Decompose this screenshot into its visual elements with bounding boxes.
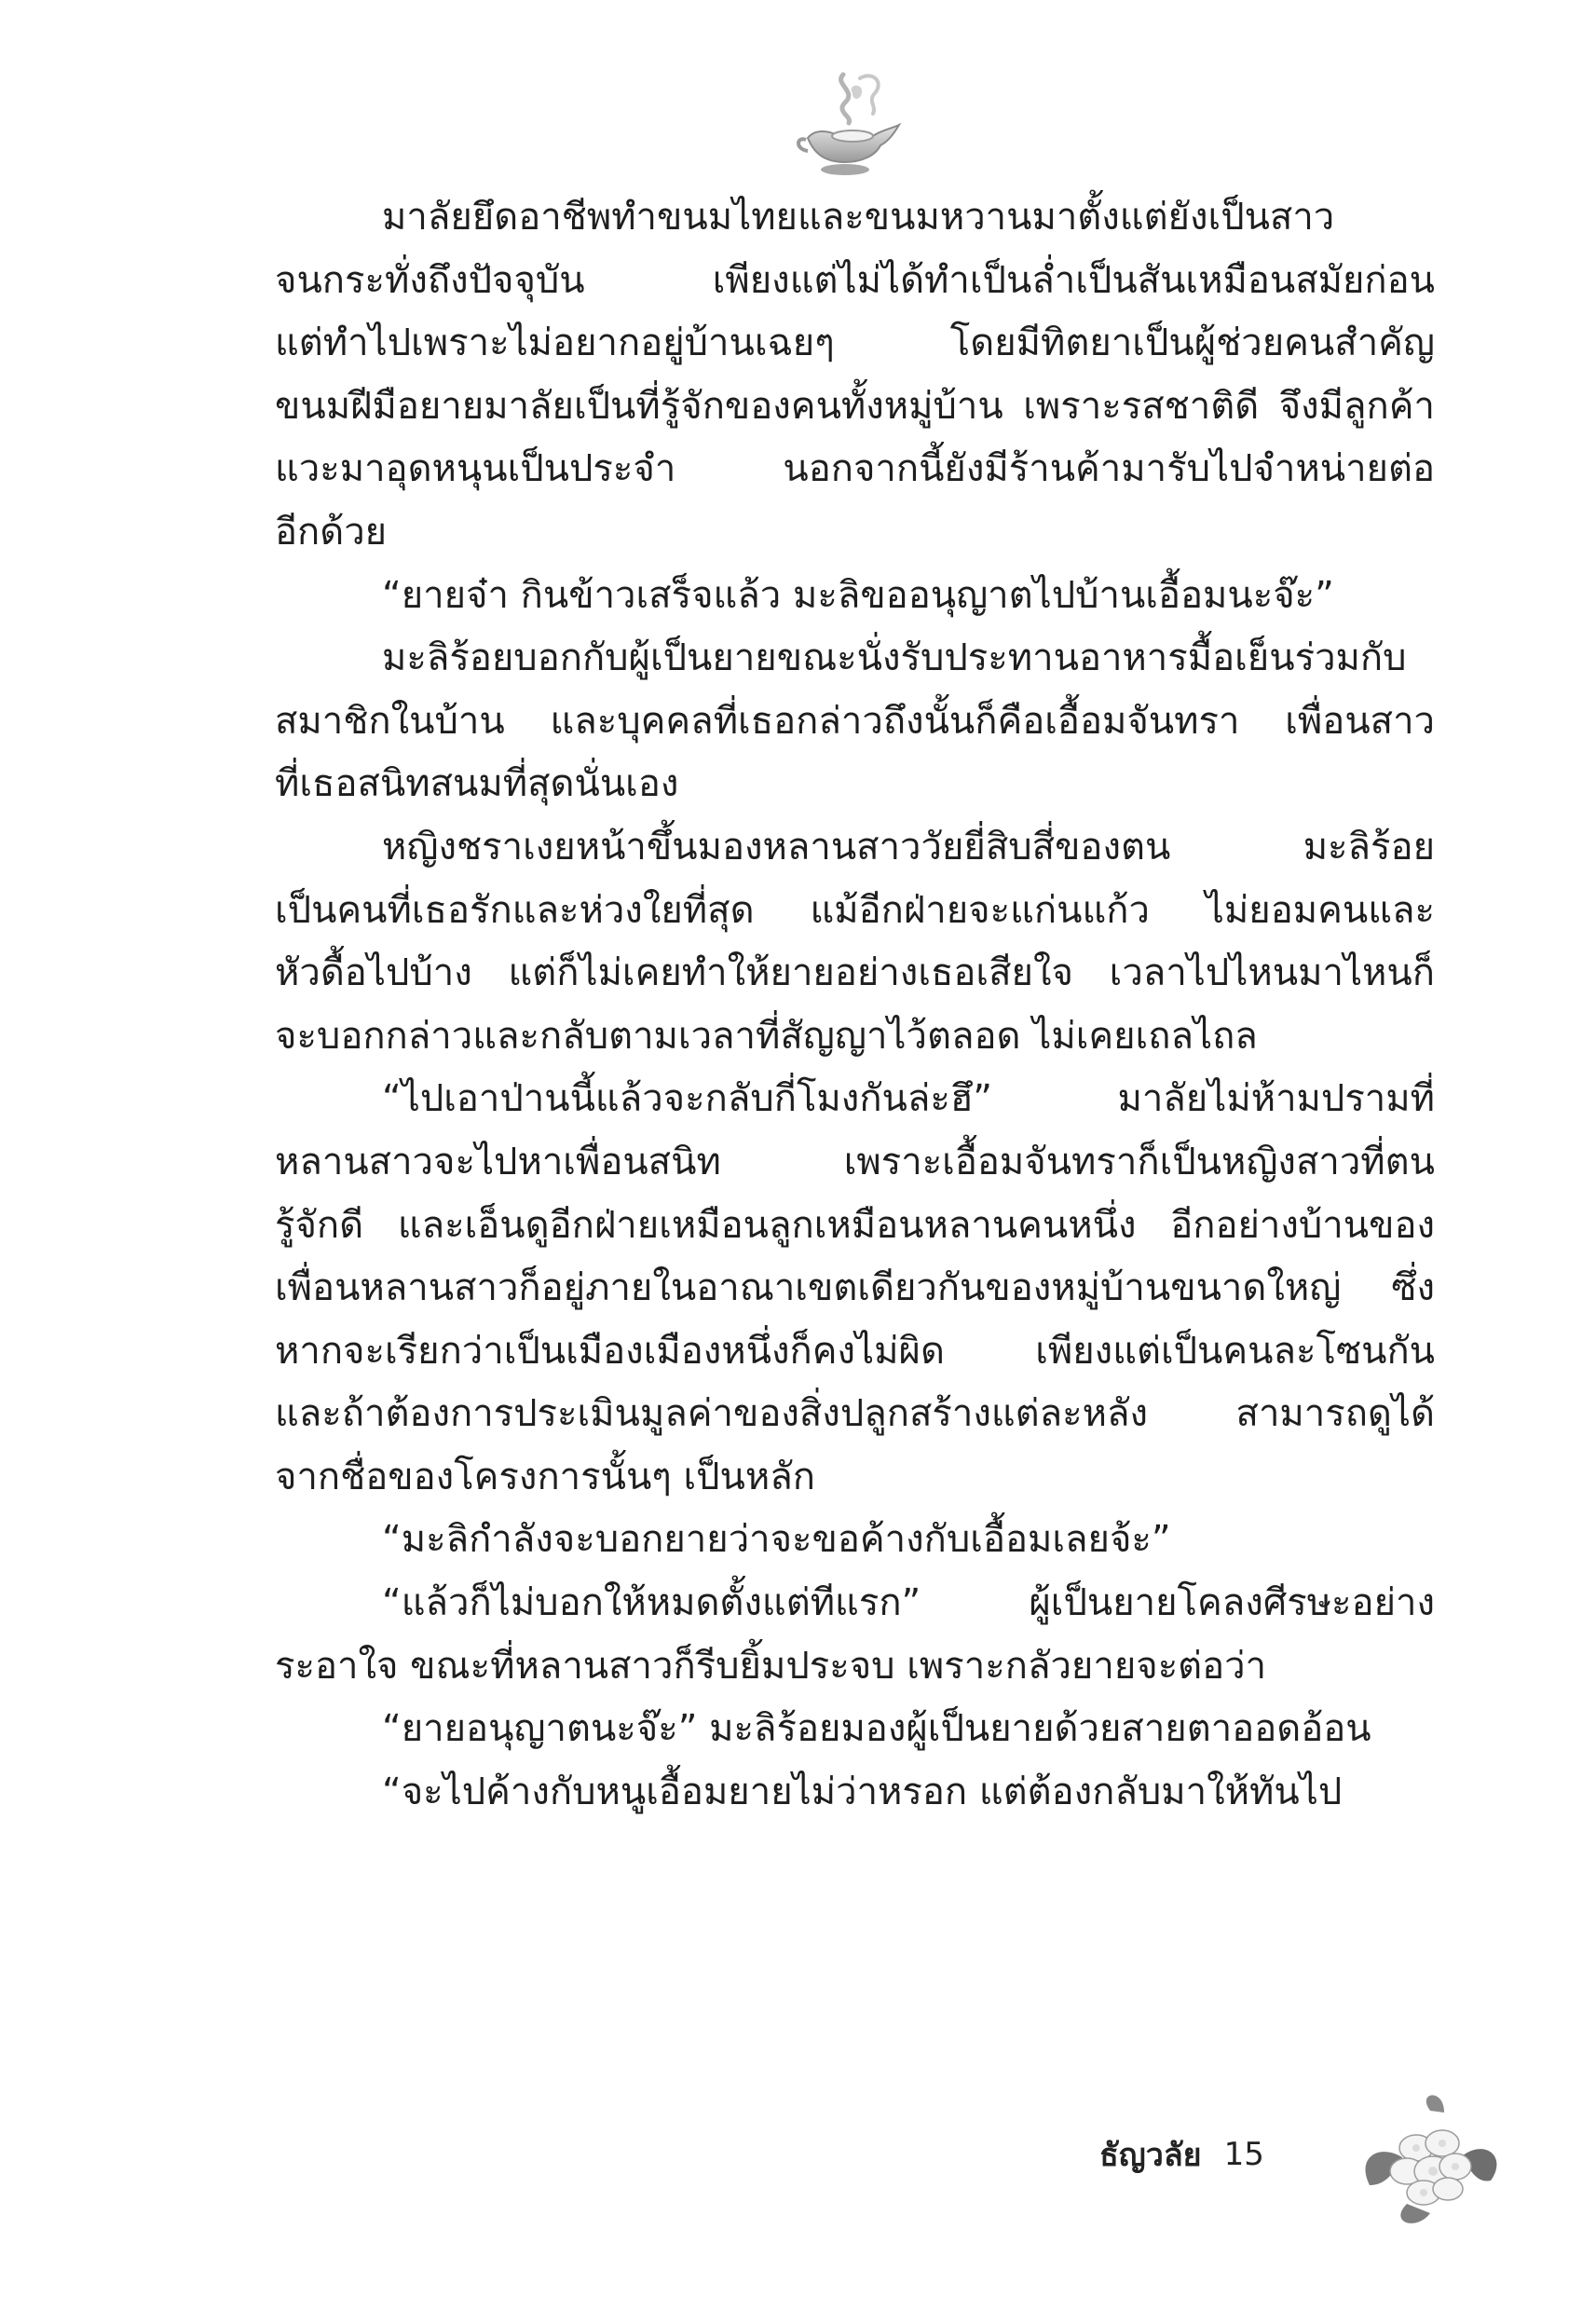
text-line: “ยายอนุญาตนะจ๊ะ” มะลิร้อยมองผู้เป็นยายด้วยสายตาออดอ้อน [382,1707,1371,1751]
jasmine-flower-icon [1351,2092,1509,2232]
text-line: รู้จักดี และเอ็นดูอีกฝ่ายเหมือนลูกเหมือนหลานคนหนึ่ง อีกอย่างบ้านของ [275,1203,1435,1247]
text-line: “ยายจ๋า กินข้าวเสร็จแล้ว มะลิขออนุญาตไปบ้านเอื้อมนะจ๊ะ” [382,573,1334,617]
text-line: หัวดื้อไปบ้าง แต่ก็ไม่เคยทำให้ยายอย่างเธอเสียใจ เวลาไปไหนมาไหนก็ [275,951,1435,995]
text-line: เป็นคนที่เธอรักและห่วงใยที่สุด แม้อีกฝ่ายจะแก่นแก้ว ไม่ยอมคนและ [275,888,1435,932]
author-name: ธัญวลัย [1099,2137,1202,2174]
text-line: ระอาใจ ขณะที่หลานสาวก็รีบยิ้มประจบ เพราะกลัวยายจะต่อว่า [275,1644,1267,1688]
text-line: มาลัยยึดอาชีพทำขนมไทยและขนมหวานมาตั้งแต่ยังเป็นสาว [382,196,1335,239]
text-line: “จะไปค้างกับหนูเอื้อมยายไม่ว่าหรอก แต่ต้องกลับมาให้ทันไป [382,1770,1343,1813]
text-line: เพื่อนหลานสาวก็อยู่ภายในอาณาเขตเดียวกันของหมู่บ้านขนาดใหญ่ ซึ่ง [275,1266,1435,1310]
text-line: อีกด้วย [275,510,388,554]
page-number: 15 [1223,2136,1264,2173]
body-text [275,186,1435,1824]
text-line: จากชื่อของโครงการนั้นๆ เป็นหลัก [275,1455,815,1498]
text-line: ขนมฝีมือยายมาลัยเป็นที่รู้จักของคนทั้งหมู่บ้าน เพราะรสชาติดี จึงมีลูกค้า [275,384,1435,428]
text-line: มะลิร้อยบอกกับผู้เป็นยายขณะนั่งรับประทานอาหารมื้อเย็นร่วมกับ [382,636,1407,680]
page-footer [1099,2126,1264,2182]
text-line: “แล้วก็ไม่บอกให้หมดตั้งแต่ทีแรก” ผู้เป็นยายโคลงศีรษะอย่าง [382,1581,1435,1625]
text-line: และถ้าต้องการประเมินมูลค่าของสิ่งปลูกสร้างแต่ละหลัง สามารถดูได้ [275,1392,1435,1436]
text-line: “ไปเอาป่านนี้แล้วจะกลับกี่โมงกันล่ะฮึ” มาลัยไม่ห้ามปรามที่ [382,1077,1435,1121]
text-line: แต่ทำไปเพราะไม่อยากอยู่บ้านเฉยๆ โดยมีทิตยาเป็นผู้ช่วยคนสำคัญ [275,321,1435,365]
text-line: หญิงชราเงยหน้าขึ้นมองหลานสาววัยยี่สิบสี่ของตน มะลิร้อย [382,825,1435,868]
text-line: ที่เธอสนิทสนมที่สุดนั่นเอง [275,762,679,806]
text-line: “มะลิกำลังจะบอกยายว่าจะขอค้างกับเอื้อมเลยจ้ะ” [382,1518,1171,1562]
text-line: จะบอกกล่าวและกลับตามเวลาที่สัญญาไว้ตลอด ไม่เคยเถลไถล [275,1014,1258,1058]
text-line: หากจะเรียกว่าเป็นเมืองเมืองหนึ่งก็คงไม่ผิด เพียงแต่เป็นคนละโซนกัน [275,1329,1435,1373]
text-line: หลานสาวจะไปหาเพื่อนสนิท เพราะเอื้อมจันทราก็เป็นหญิงสาวที่ตน [275,1140,1435,1183]
text-line: แวะมาอุดหนุนเป็นประจำ นอกจากนี้ยังมีร้านค้ามารับไปจำหน่ายต่อ [275,447,1435,491]
text-line: สมาชิกในบ้าน และบุคคลที่เธอกล่าวถึงนั้นก็คือเอื้อมจันทรา เพื่อนสาว [275,699,1435,743]
genie-lamp-icon [787,65,908,186]
text-line: จนกระทั่งถึงปัจจุบัน เพียงแต่ไม่ได้ทำเป็นล่ำเป็นสันเหมือนสมัยก่อน [275,258,1435,302]
